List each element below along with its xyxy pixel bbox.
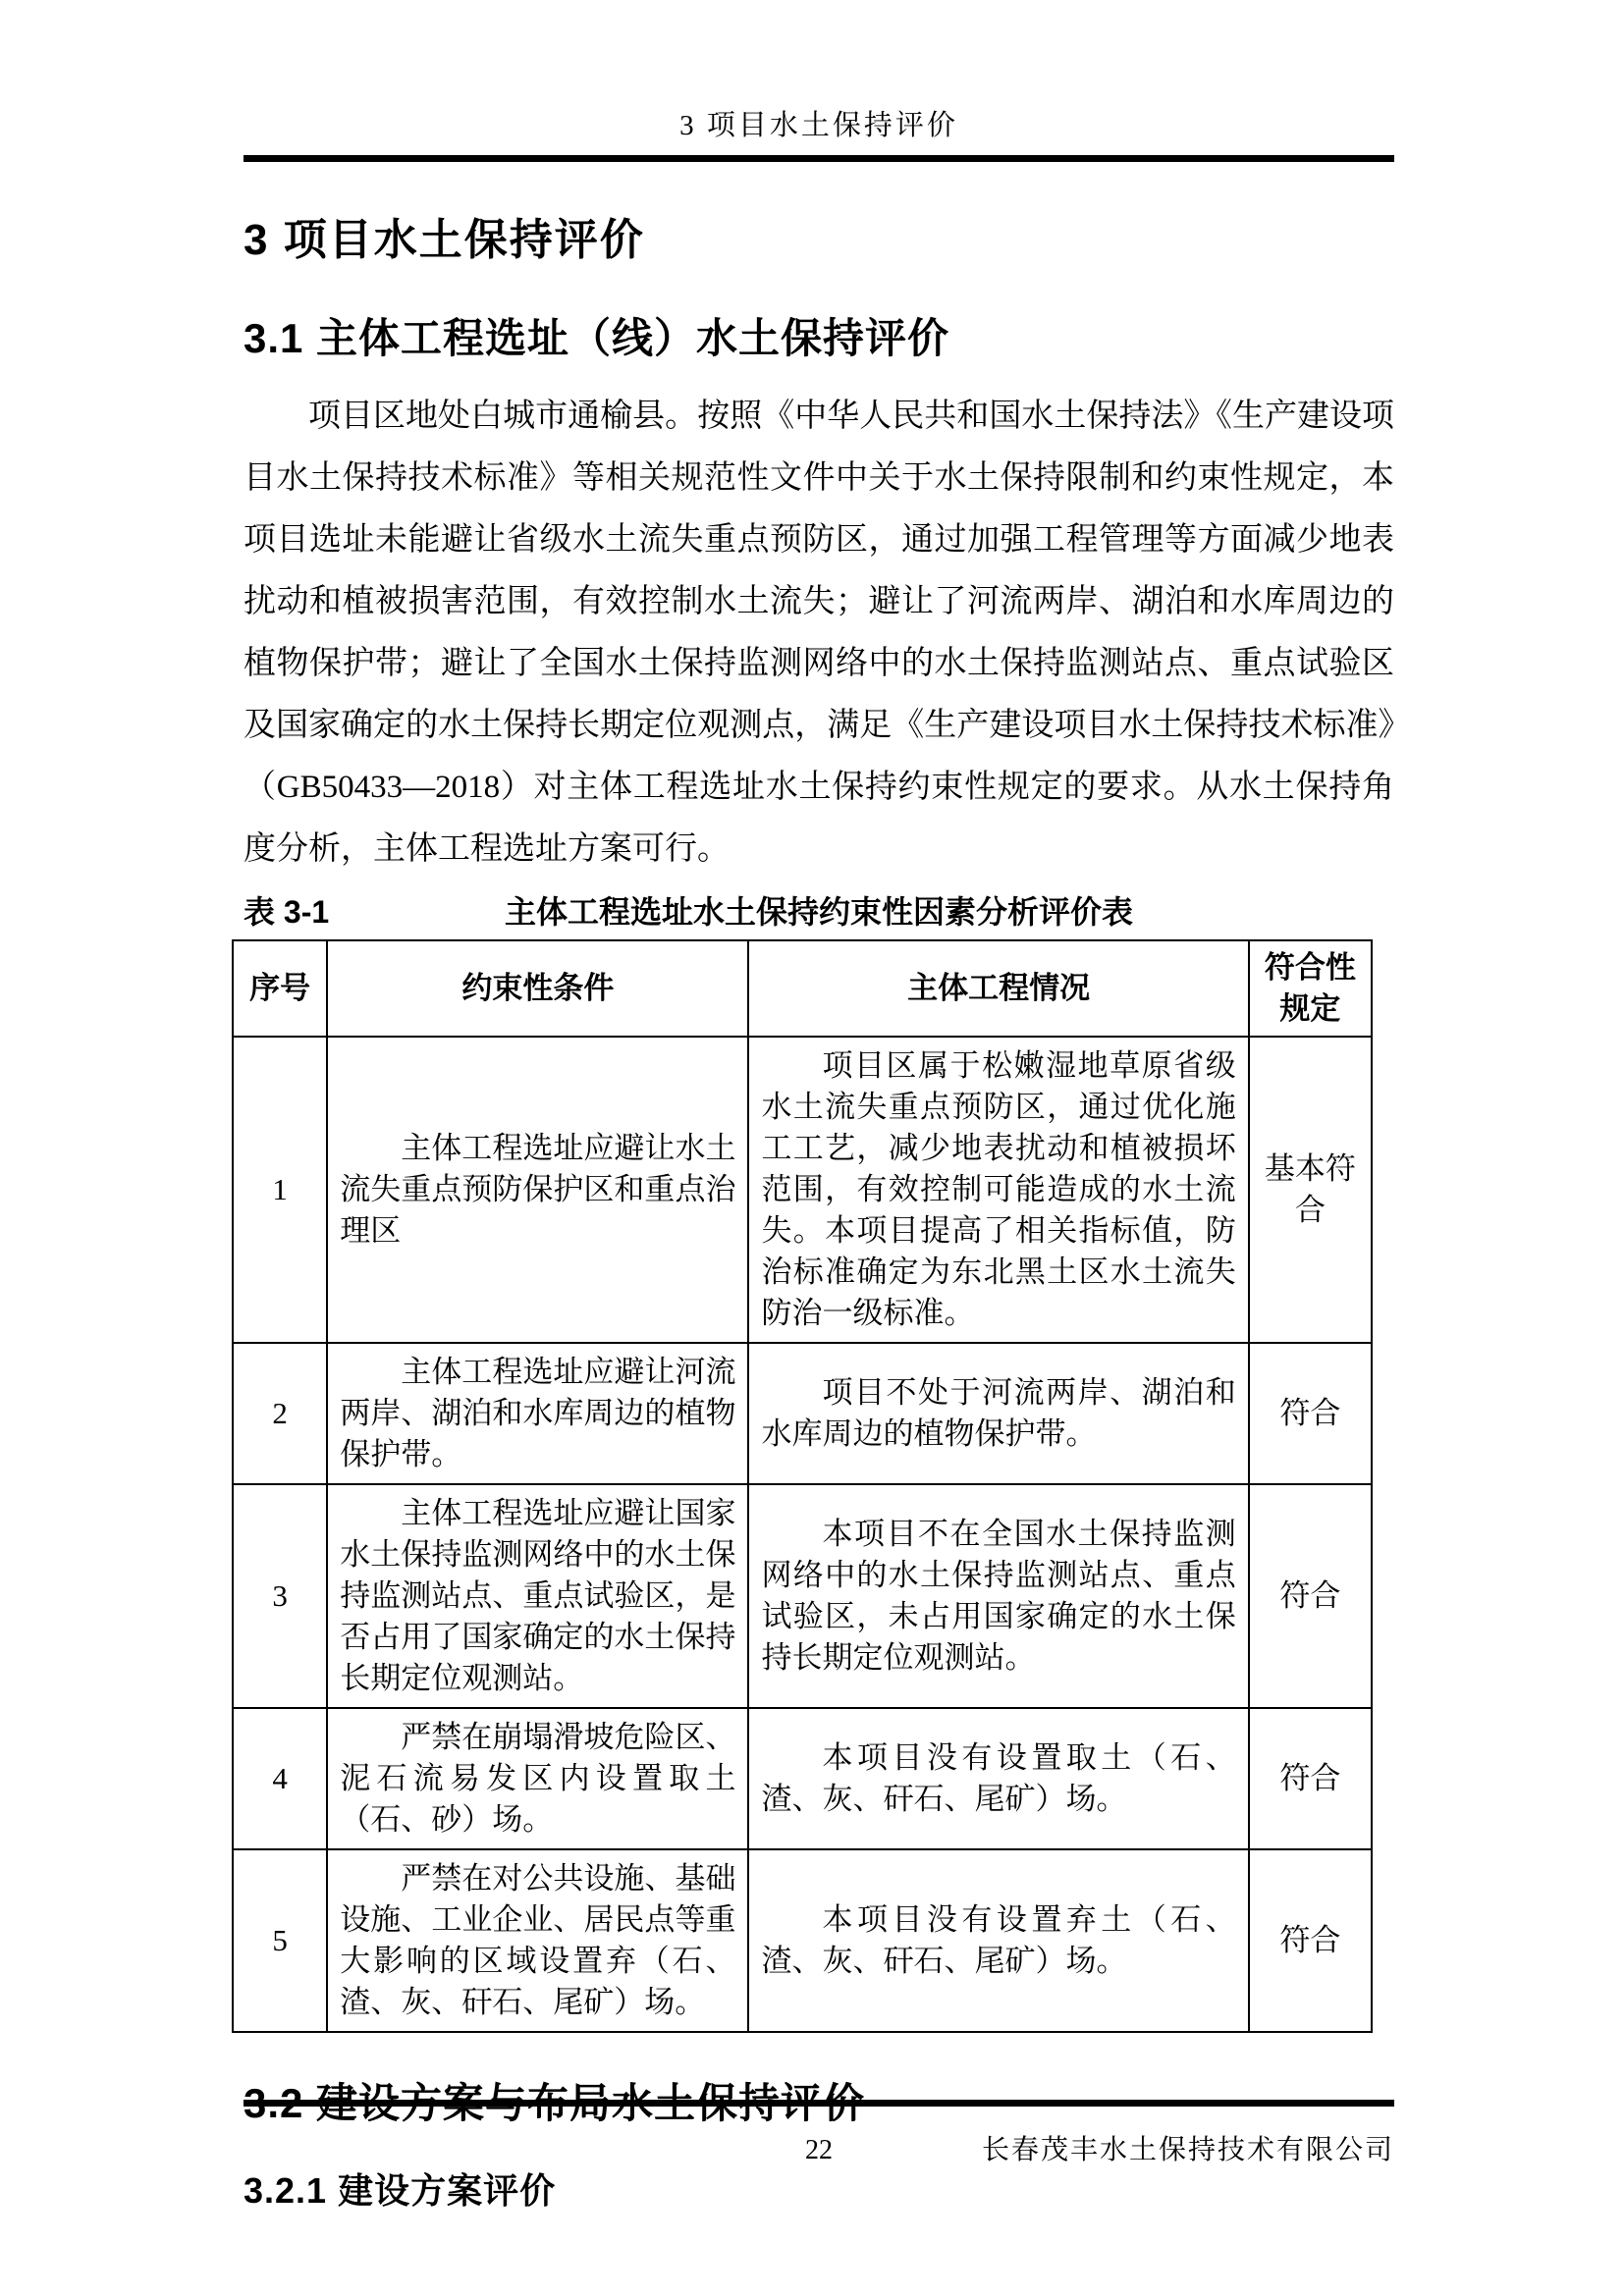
row-seq: 2 [233,1343,327,1484]
table-header-row [233,940,1372,1037]
row-seq: 5 [233,1849,327,2032]
table-row [233,1849,1372,2032]
page-number: 22 [805,2135,833,2165]
row-condition: 主体工程选址应避让国家水土保持监测网络中的水土保持监测站点、重点试验区，是否占用了国家确定的水土保持长期定位观测站。 [327,1484,748,1708]
footer-company-name: 长春茂丰水土保持技术有限公司 [981,2135,1394,2165]
row-condition: 主体工程选址应避让水土流失重点预防保护区和重点治理区 [327,1037,748,1343]
page-header [244,108,1394,162]
section-heading-3-2-1: 3.2.1 建设方案评价 [244,2170,557,2211]
row-condition: 严禁在对公共设施、基础设施、工业企业、居民点等重大影响的区域设置弃（石、渣、灰、矸石、尾矿）场。 [327,1849,748,2032]
footer-rule [244,2100,1394,2107]
section-heading-3-1: 3.1 主体工程选址（线）水土保持评价 [244,315,950,361]
column-header-situation: 主体工程情况 [748,940,1248,1037]
row-situation: 本项目没有设置取土（石、渣、灰、矸石、尾矿）场。 [748,1708,1248,1849]
column-header-compliance: 符合性规定 [1249,940,1372,1037]
running-header-title: 3 项目水土保持评价 [679,110,958,141]
column-header-seq: 序号 [233,940,327,1037]
row-condition: 主体工程选址应避让河流两岸、湖泊和水库周边的植物保护带。 [327,1343,748,1484]
footer-line [244,2132,1394,2169]
row-compliance: 符合 [1249,1849,1372,2032]
row-situation: 本项目没有设置弃土（石、渣、灰、矸石、尾矿）场。 [748,1849,1248,2032]
row-compliance: 符合 [1249,1484,1372,1708]
section-heading-3-2: 3.2 建设方案与布局水土保持评价 [244,2080,866,2126]
row-compliance: 基本符合 [1249,1037,1372,1343]
table-row [233,1708,1372,1849]
table-caption-title: 主体工程选址水土保持约束性因素分析评价表 [504,894,1133,930]
constraint-analysis-table [232,939,1373,2033]
row-situation: 项目不处于河流两岸、湖泊和水库周边的植物保护带。 [748,1343,1248,1484]
row-seq: 4 [233,1708,327,1849]
row-condition: 严禁在崩塌滑坡危险区、泥石流易发区内设置取土（石、砂）场。 [327,1708,748,1849]
table-row [233,1484,1372,1708]
row-seq: 1 [233,1037,327,1343]
table-row [233,1037,1372,1343]
row-situation: 本项目不在全国水土保持监测网络中的水土保持监测站点、重点试验区，未占用国家确定的水土保持长期定位观测站。 [748,1484,1248,1708]
table-caption-label: 表 3-1 [244,894,330,930]
table-row [233,1343,1372,1484]
page-footer [244,2100,1394,2169]
section-heading-3: 3 项目水土保持评价 [244,216,645,264]
row-seq: 3 [233,1484,327,1708]
column-header-condition: 约束性条件 [327,940,748,1037]
row-compliance: 符合 [1249,1343,1372,1484]
section-3-1-paragraph: 项目区地处白城市通榆县。按照《中华人民共和国水土保持法》《生产建设项目水土保持技术标准》等相关规范性文件中关于水土保持限制和约束性规定，本项目选址未能避让省级水土流失重点预防区，通过加强工程管理等方面减少地表扰动和植被损害范围，有效控制水土流失；避让了河流两岸、湖泊和水库周边的植物保护带；避让了全国水土保持监测网络中的水土保持监测站点、重点试验区及国家确定的水土保持长期定位观测点，满足《生产建设项目水土保持技术标准》（GB50433—2018）对主体工程选址水土保持约束性规定的要求。从水土保持角度分析，主体工程选址方案可行。 [244,399,1394,867]
header-rule [244,155,1394,162]
row-situation: 项目区属于松嫩湿地草原省级水土流失重点预防区，通过优化施工工艺，减少地表扰动和植被损坏范围，有效控制可能造成的水土流失。本项目提高了相关指标值，防治标准确定为东北黑土区水土流失防治一级标准。 [748,1037,1248,1343]
row-compliance: 符合 [1249,1708,1372,1849]
table-caption [244,890,1394,934]
